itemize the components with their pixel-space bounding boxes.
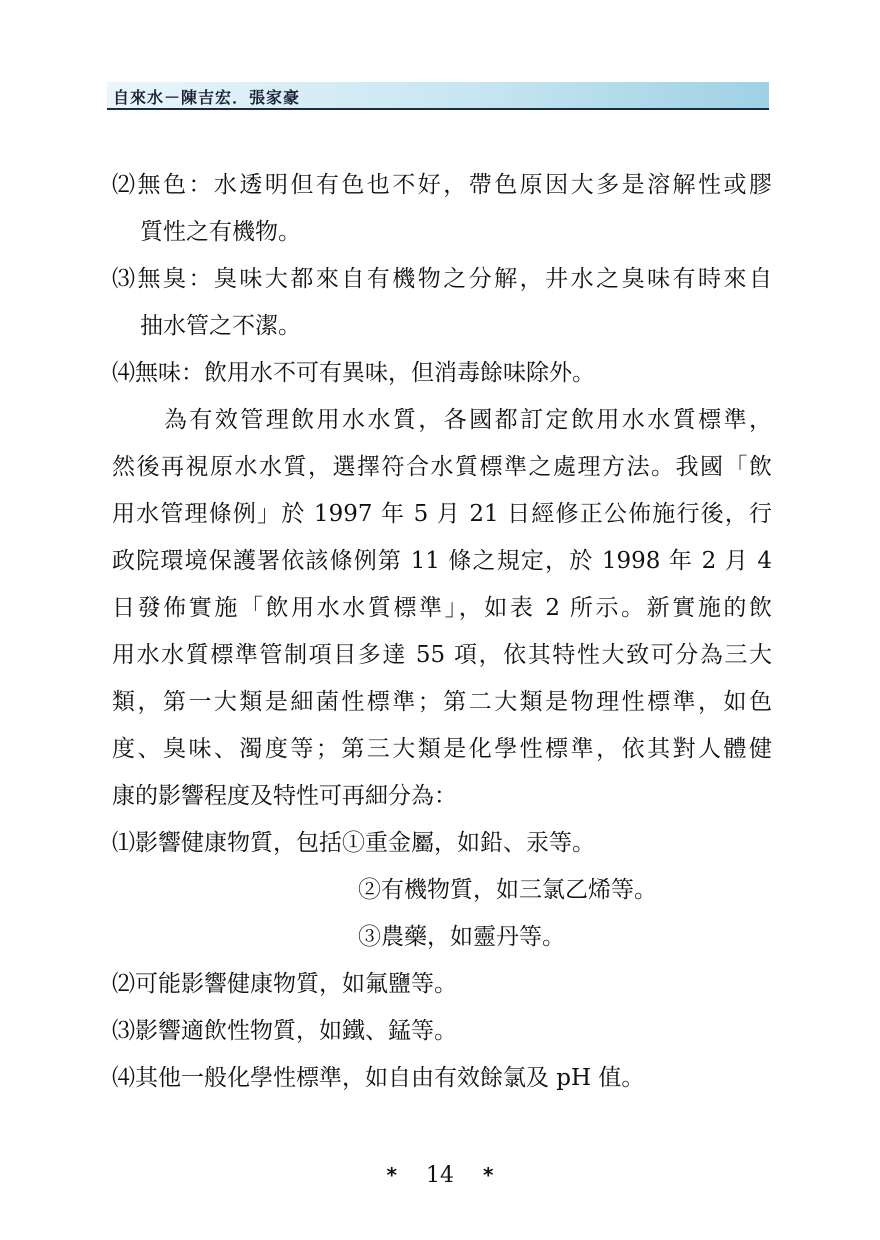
- page-number: 14: [426, 1163, 454, 1188]
- sub-list-item: ②有機物質，如三氯乙烯等。: [358, 877, 657, 903]
- header-title: 自來水－陳吉宏．張家豪: [113, 88, 301, 107]
- list-item-continuation: 質性之有機物。: [140, 219, 301, 245]
- paragraph-line: 度、臭味、濁度等；第三大類是化學性標準，依其對人體健: [112, 736, 772, 762]
- paragraph-line: 用水水質標準管制項目多達 55 項，依其特性大致可分為三大: [112, 642, 772, 668]
- sub-list-item: ③農藥，如靈丹等。: [358, 924, 565, 950]
- page-body: [112, 162, 772, 1102]
- list-item: ⑶影響適飲性物質，如鐵、錳等。: [112, 1018, 457, 1044]
- paragraph-line: 政院環境保護署依該條例第 11 條之規定，於 1998 年 2 月 4: [112, 548, 772, 574]
- footer-star-left: *: [386, 1163, 397, 1187]
- list-item: ⑷其他一般化學性標準，如自由有效餘氯及 pH 值。: [112, 1065, 645, 1091]
- footer-star-right: *: [483, 1163, 494, 1187]
- list-item: ⑴影響健康物質，包括①重金屬，如鉛、汞等。: [112, 830, 595, 856]
- list-item: ⑵可能影響健康物質，如氟鹽等。: [112, 971, 457, 997]
- paragraph-line: 用水管理條例」於 1997 年 5 月 21 日經修正公佈施行後，行: [112, 501, 772, 527]
- paragraph-line: 為有效管理飲用水水質，各國都訂定飲用水水質標準，: [164, 407, 772, 433]
- running-header: [107, 82, 769, 110]
- page-footer: [0, 1158, 880, 1193]
- list-item: ⑵無色：水透明但有色也不好，帶色原因大多是溶解性或膠: [112, 172, 772, 198]
- list-item: ⑷無味：飲用水不可有異味，但消毒餘味除外。: [112, 360, 595, 386]
- paragraph-line: 類，第一大類是細菌性標準；第二大類是物理性標準，如色: [112, 689, 772, 715]
- paragraph-line: 康的影響程度及特性可再細分為：: [112, 783, 457, 809]
- list-item: ⑶無臭：臭味大都來自有機物之分解，井水之臭味有時來自: [112, 266, 772, 292]
- paragraph-line: 然後再視原水水質，選擇符合水質標準之處理方法。我國「飲: [112, 454, 772, 480]
- paragraph-line: 日發佈實施「飲用水水質標準」，如表 2 所示。新實施的飲: [112, 595, 772, 621]
- list-item-continuation: 抽水管之不潔。: [140, 313, 301, 339]
